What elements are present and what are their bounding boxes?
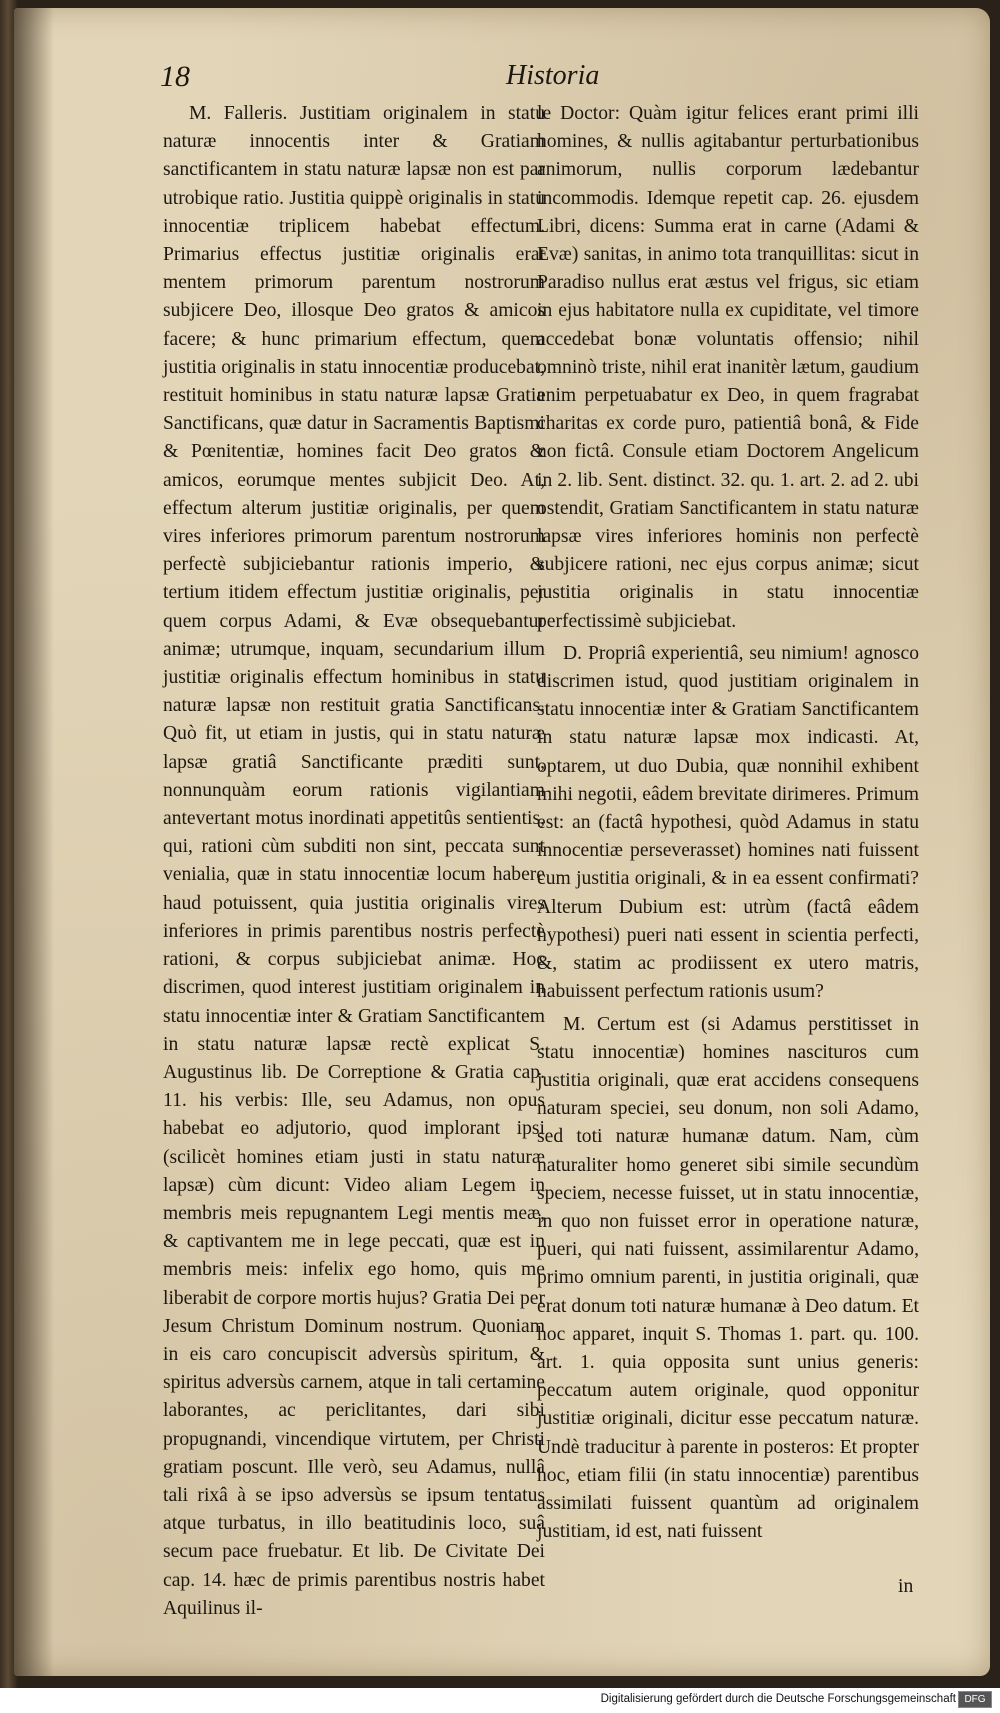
- right-paragraph-1: le Doctor: Quàm igitur felices erant primi illi homines, & nullis agitabantur perturbationibus animorum, nullis corporum lædebantur incommodis. Idemque repetit cap. 26. ejusdem Libri, dicens: Summa erat in carne (Adami & Evæ) sanitas, in animo tota tranquillitas: sicut in Paradiso nullus erat æstus vel frigus, sic etiam in ejus habitatore nulla ex cupiditate, vel timore accedebat bonæ voluntatis offensio; nihil omninò triste, nihil erat inanitèr lætum, gaudium enim perpetuabatur ex Deo, in quem fragrabat charitas ex corde puro, patientiâ bonâ, & Fide non fictâ. Consule etiam Doctorem Angelicum in 2. lib. Sent. distinct. 32. qu. 1. art. 2. ad 2. ubi ostendit, Gratiam Sanctificantem in statu naturæ lapsæ vires inferiores hominis non perfectè subjicere rationi, nec ejus corpus animæ; sicut justitia originalis in statu innocentiæ perfectissimè subjiciebat.: [537, 103, 919, 632]
- running-head: Historia: [506, 60, 600, 91]
- catchword: in: [898, 1576, 914, 1597]
- right-paragraph-2: D. Propriâ experientiâ, seu nimium! agnosco discrimen istud, quod justitiam originalem in statu innocentiæ inter & Gratiam Sanctificantem in statu naturæ lapsæ mox indicasti. At, optarem, ut duo Dubia, quæ nonnihil exhibent mihi negotii, eâdem brevitate dirimeres. Primum est: an (factâ hypothesi, quòd Adamus in statu innocentiæ perseverasset) homines nati fuissent cum justitia originali, & in ea essent confirmati? Alterum Dubium est: utrùm (factâ eâdem hypothesi) pueri nati essent in scientia perfecti, &, statim ac prodiissent ex utero matris, habuissent perfectum rationis usum?: [537, 642, 919, 1003]
- dfg-logo: DFG: [958, 1691, 992, 1708]
- gutter-shadow: [14, 8, 54, 1676]
- left-column: [163, 100, 545, 1623]
- page-number: 18: [160, 60, 190, 93]
- digitization-note: Digitalisierung gefördert durch die Deutsche Forschungsgemeinschaft: [600, 1693, 956, 1705]
- left-paragraph-1: M. Falleris. Justitiam originalem in statu naturæ innocentis inter & Gratiam sanctificantem in statu naturæ lapsæ non est par utrobique ratio. Justitia quippè originalis in statu innocentiæ triplicem habebat effectum. Primarius effectus justitiæ originalis erat mentem primorum parentum nostrorum subjicere Deo, illosque Deo gratos & amicos facere; & hunc primarium effectum, quem justitia originalis in statu innocentiæ producebat, restituit hominibus in statu naturæ lapsæ Gratia Sanctificans, quæ datur in Sacramentis Baptismi & Pœnitentiæ, homines facit Deo gratos & amicos, eorumque mentes subjicit Deo. At, effectum alterum justitiæ originalis, per quem vires inferiores primorum parentum nostrorum perfectè subjiciebantur rationis imperio, & tertium itidem effectum justitiæ originalis, per quem corpus Adami, & Evæ obsequebantur animæ; utrumque, inquam, secundarium illum justitiæ originalis effectum hominibus in statu naturæ lapsæ non restituit gratia Sanctificans. Quò fit, ut etiam in justis, qui in statu naturæ lapsæ gratiâ Sanctificante præditi sunt, nonnunquàm eorum rationis vigilantiam antevertant motus inordinati appetitûs sentientis, qui, rationi cùm subditi non sint, peccata sunt venialia, quæ in statu innocentiæ locum habere haud potuissent, quia justitia originalis vires inferiores in primis parentibus nostris perfectè rationi, & corpus subjiciebat animæ. Hoc discrimen, quod interest justitiam originalem in statu innocentiæ inter & Gratiam Sanctificantem in statu naturæ lapsæ rectè explicat S. Augustinus lib. De Correptione & Gratia cap. 11. his verbis: Ille, seu Adamus, non opus habebat eo adjutorio, quod implorant ipsi (scilicèt homines etiam justi in statu naturæ lapsæ) cùm dicunt: Video aliam Legem in membris meis repugnantem Legi mentis meæ, & captivantem me in lege peccati, quæ est in membris meis: infelix ego homo, quis me liberabit de corpore mortis hujus? Gratia Dei per Jesum Christum Dominum nostrum. Quoniam in eis caro concupiscit adversùs spiritum, & spiritus adversùs carnem, atque in tali certamine laborantes, ac periclitantes, dari sibi propugnandi, vincendique virtutem, per Christi gratiam poscunt. Ille verò, seu Adamus, nullâ tali rixâ à se ipso adversùs se ipsum tentatus atque turbatus, in illo beatitudinis loco, suâ secum pace fruebatur. Et lib. De Civitate Dei cap. 14. hæc de primis parentibus nostris habet Aquilinus il-: [163, 103, 546, 1619]
- right-paragraph-3: M. Certum est (si Adamus perstitisset in statu innocentiæ) homines nascituros cum justitia originali, quæ erat accidens consequens naturam speciei, seu donum, non soli Adamo, sed toti naturæ humanæ datum. Nam, cùm naturaliter homo generet sibi simile secundùm speciem, necesse fuisset, ut in statu innocentiæ, in quo non fuisset error in operatione naturæ, pueri, qui nati fuissent, assimilarentur Adamo, primo omnium parenti, in justitia originali, quæ erat donum toti naturæ humanæ à Deo datum. Et hoc apparet, inquit S. Thomas 1. part. qu. 100. art. 1. quia opposita sunt unius generis: peccatum autem originale, quod opponitur justitiæ originali, dicitur esse peccatum naturæ. Undè traducitur à parente in posteros: Et propter hoc, etiam filii (in statu innocentiæ) parentibus assimilati fuissent quantùm ad originalem justitiam, id est, nati fuissent: [537, 1013, 919, 1543]
- right-column: [537, 100, 919, 1546]
